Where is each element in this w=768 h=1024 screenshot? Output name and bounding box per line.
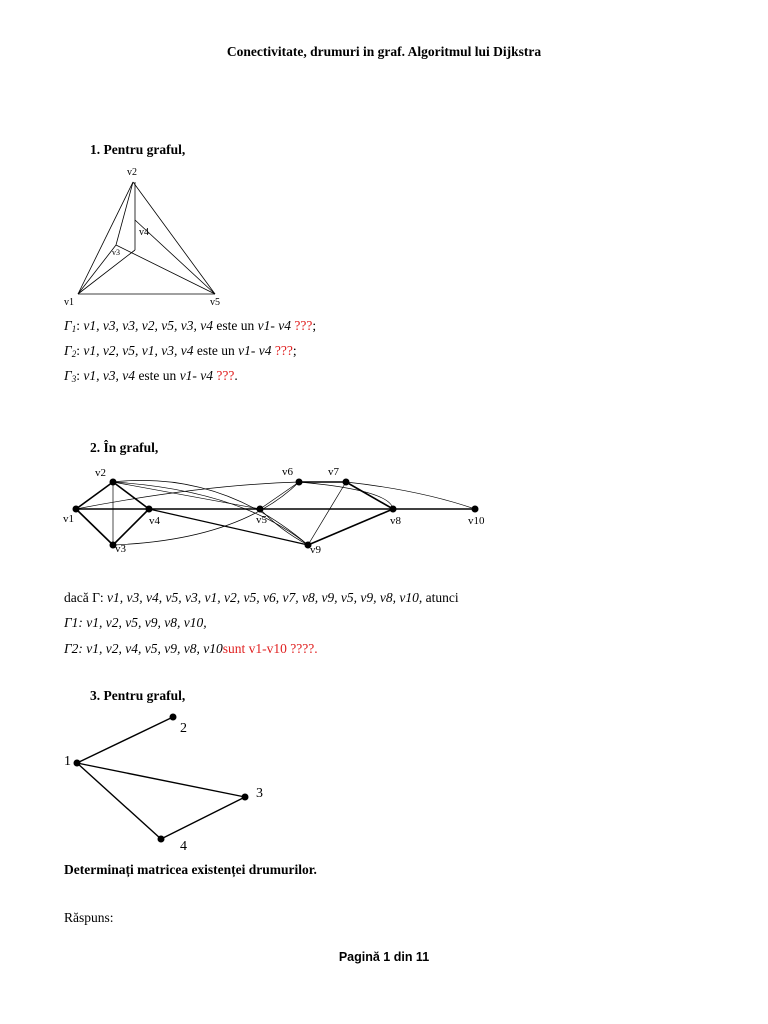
section-1-heading: 1. Pentru graful, <box>90 142 186 157</box>
path-gamma-3: $\Gamma_3$: v1, v3, v4 este un v1- v4 ???. <box>64 368 238 384</box>
graph-3-diagram <box>60 705 290 855</box>
graph-1-label-v3: v3 <box>112 248 120 257</box>
section-2-line-2: Γ1: v1, v2, v5, v9, v8, v10, <box>64 615 207 630</box>
section-2-heading: 2. În graful, <box>90 440 159 455</box>
graph-2-label-v9: v9 <box>310 544 321 556</box>
graph-2-label-v8: v8 <box>390 515 401 527</box>
graph-2-label-v10: v10 <box>468 515 485 527</box>
graph-2-label-v2: v2 <box>95 467 106 479</box>
graph-2-label-v3: v3 <box>115 543 126 555</box>
section-3-heading: 3. Pentru graful, <box>90 688 186 703</box>
section-2-line-3: Γ2: v1, v2, v4, v5, v9, v8, v10sunt v1-v10 ????. <box>64 641 318 656</box>
graph-1-label-v4: v4 <box>139 227 149 238</box>
graph-2-diagram <box>60 460 500 560</box>
graph-2-label-v6: v6 <box>282 466 293 478</box>
graph-3-label-1: 1 <box>64 754 71 769</box>
section-2-line-1: dacă Γ: v1, v3, v4, v5, v3, v1, v2, v5, v6, v7, v8, v9, v5, v9, v8, v10, atunci <box>64 590 459 605</box>
page-footer: Pagină 1 din 11 <box>338 950 430 964</box>
path-gamma-1: $\Gamma_1$: v1, v3, v3, v2, v5, v3, v4 este un v1- v4 ???; <box>64 318 317 334</box>
graph-1-label-v5: v5 <box>210 297 220 308</box>
answer-label: Răspuns: <box>64 910 114 925</box>
path-gamma-2: $\Gamma_2$: v1, v2, v5, v1, v3, v4 este un v1- v4 ???; <box>64 343 297 359</box>
graph-3-label-3: 3 <box>256 786 263 801</box>
graph-1-label-v1: v1 <box>64 297 74 308</box>
page-title: Conectivitate, drumuri in graf. Algoritmul lui Dijkstra <box>226 44 542 59</box>
graph-2-label-v4: v4 <box>149 515 160 527</box>
graph-3-label-4: 4 <box>180 839 187 854</box>
section-3-question: Determinați matricea existenței drumurilor. <box>64 862 317 877</box>
graph-2-label-v5: v5 <box>256 514 267 526</box>
graph-1-label-v2: v2 <box>127 167 137 178</box>
graph-2-label-v7: v7 <box>328 466 339 478</box>
graph-2-label-v1: v1 <box>63 513 74 525</box>
graph-3-label-2: 2 <box>180 721 187 736</box>
graph-1-diagram <box>60 160 240 310</box>
